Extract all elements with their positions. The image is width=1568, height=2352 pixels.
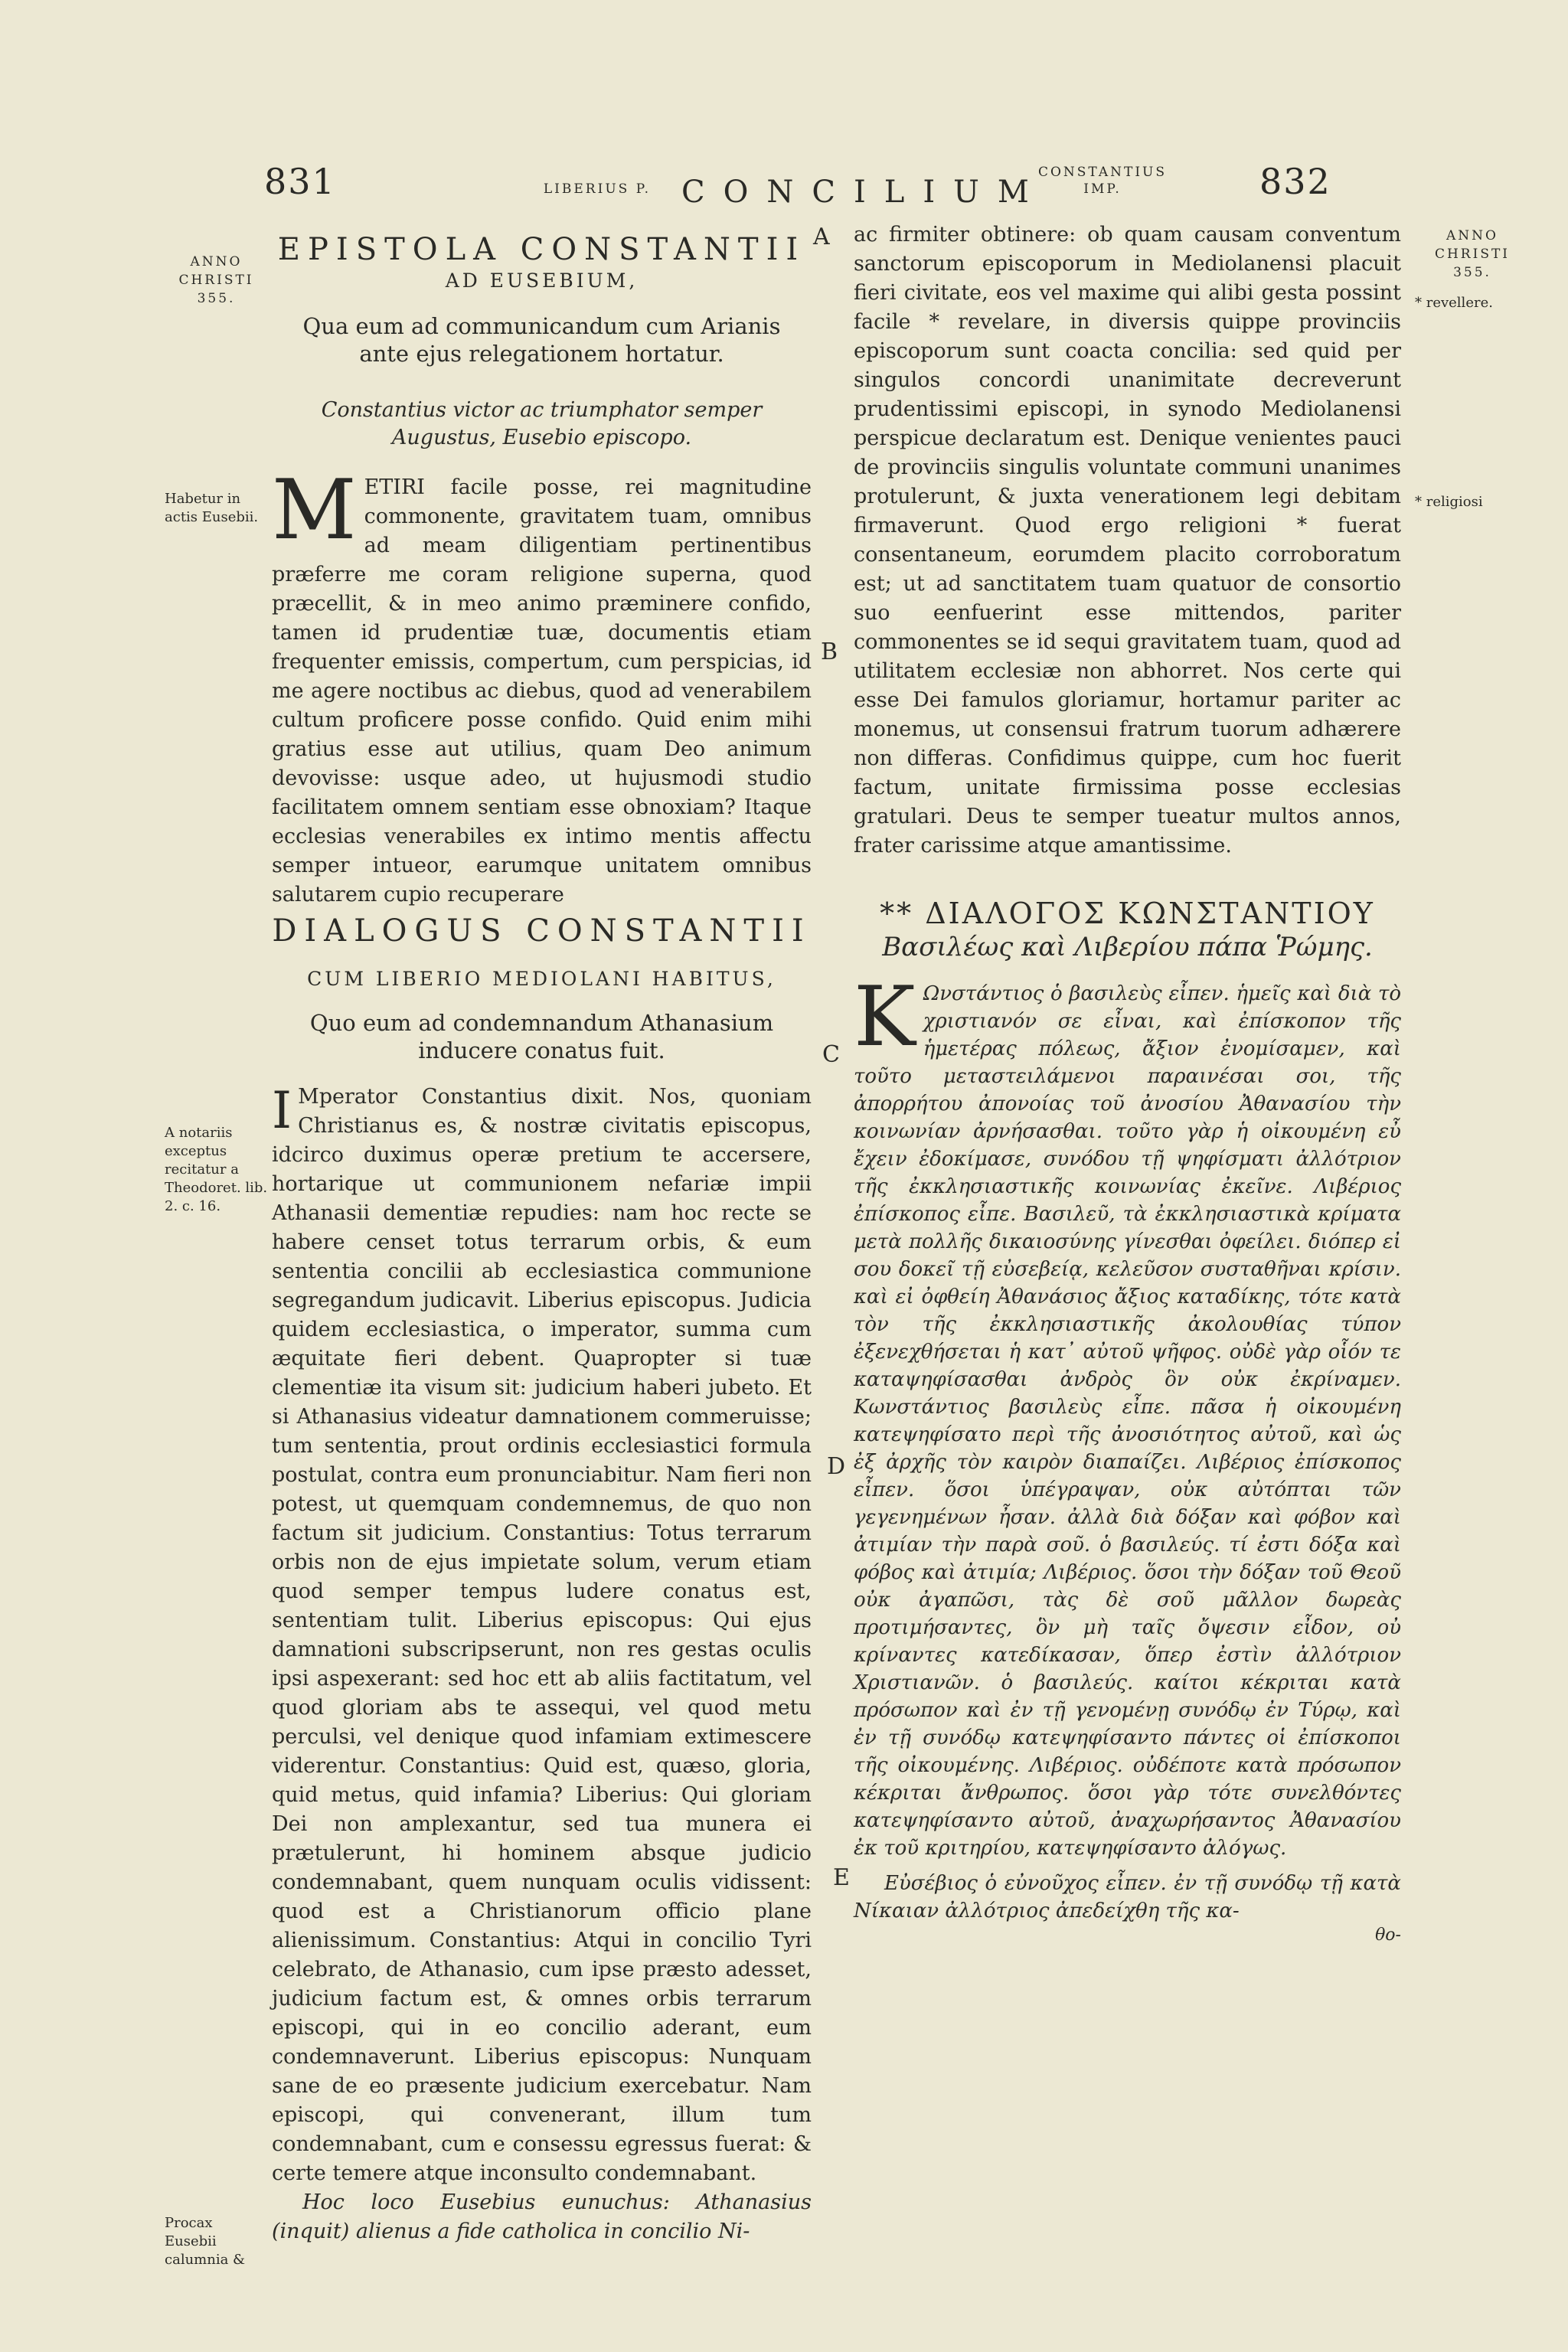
epistola-summary: Qua eum ad communicandum cum Arianis ante ejus relegationem hortatur. [302, 313, 781, 367]
epistola-title: EPISTOLA CONSTANTII [277, 232, 806, 267]
greek-title [854, 896, 1401, 931]
section-letter-e: E [833, 1864, 850, 1891]
greek-body [854, 969, 1401, 1862]
dropcap-i: I [272, 1081, 292, 1140]
section-letter-c: C [822, 1041, 840, 1068]
running-head-liberius: LIBERIUS P. [543, 181, 652, 197]
margin-anno-christi-left: ANNO CHRISTI 355. [178, 254, 254, 306]
epistola-body-text: ETIRI facile posse, rei magnitudine commonente, gravitatem tuam, omnibus ad meam diligentiam pertinentibus præferre me coram religione superna, quod præcellit, & in meo animo præminere confido, tamen id prudentiæ tuæ, documentis etiam frequenter emissis, compertum, cum perspicias, id me agere noctibus ac diebus, quod ad venerabilem cultum proficere posse confido. Quid enim mihi gratius esse aut utilius, quam Deo animum devovisse: usque adeo, ut hujusmodi studio facilitatem omnem sentiam esse obnoxiam? Itaque ecclesias venerabiles ex intimo mentis affectu semper intueor, earumque unitatem omnibus salutarem cupio recuperare [272, 475, 812, 906]
margin-anno-christi-right: ANNO CHRISTI 355. [1434, 228, 1511, 280]
epistola-block [272, 231, 812, 910]
margin-note-habetur: Habetur in actis Eusebii. [165, 491, 259, 525]
greek-last-paragraph: Εὐσέβιος ὁ εὐνοῦχος εἶπεν. ἐν τῇ συνόδῳ τῇ κατὰ Νίκαιαν ἀλλότριος ἀπεδείχθη τῆς κα- [854, 1872, 1401, 1922]
epistola-subtitle: AD EUSEBIUM, [445, 270, 639, 292]
dialogus-subtitle: CUM LIBERIO MEDIOLANI HABITUS, [307, 968, 776, 990]
dialogus-last-line: Hoc loco Eusebius eunuchus: Athanasius (inquit) alienus a fide catholica in concilio Ni- [272, 2190, 812, 2243]
epistola-continuation [854, 220, 1401, 861]
margin-note-notariis: A notariis exceptus recitatur a Theodoret. lib. 2. c. 16. [165, 1125, 268, 1214]
epistola-body [272, 462, 812, 910]
page-number-right: 832 [1259, 161, 1331, 202]
running-title: CONCILIUM [681, 175, 1047, 210]
greek-title-text: ΔΙΑΛΟΓΟΣ ΚΩΝΣΤΑΝΤΙΟΥ [925, 897, 1375, 930]
greek-dialogue-block [854, 896, 1401, 1946]
dialogus-summary: Quo eum ad condemnandum Athanasium inducere conatus fuit. [309, 1010, 774, 1063]
dropcap-k: K [854, 969, 916, 1065]
margin-note-procax: Procax Eusebii calumnia & [165, 2215, 246, 2268]
section-letter-d: D [827, 1453, 846, 1480]
dialogus-body-text: Mperator Constantius dixit. Nos, quoniam Christianus es, & nostræ civitatis episcopus, idcirco duximus operæ pretium te accersere, hortarique ut communionem nefariæ impii Athanasii dementiæ repudies: nam hoc recte se habere censet totus terrarum orbis, & eum sententia concilii ab ecclesiastica communione segregandum judicavit. Liberius episcopus. Judicia quidem ecclesiastica, o imperator, summa cum æquitate fieri debent. Quapropter si tuæ clementiæ ita visum sit: judicium haberi jubeto. Et si Athanasius videatur damnationem commeruisse; tum sententia, prout ordinis ecclesiastici formula postulat, contra eum pronunciabitur. Nam fieri non potest, ut quemquam condemnemus, de quo non factum sit judicium. Constantius: Totus terrarum orbis non de ejus impietate solum, verum etiam quod semper tempus ludere conatus est, sententiam tulit. Liberius episcopus: Qui ejus damnationi subscripserunt, non res gestas oculis ipsi aspexerant: sed hoc ett ab aliis factitatum, vel quod gloriam abs te assequi, vel quod metu perculsi, vel denique quod infamiam extimescere viderentur. Constantius: Quid est, quæso, gloria, quid metus, quid infamia? Liberius: Qui gloriam Dei non amplexantur, sed tua munera ei prætulerunt, hi hominem absque judicio condemnabant, quem nunquam oculis vidissent: quod est a Christianorum officio plane alienissimum. Constantius: Atqui in concilio Tyri celebrato, de Athanasio, cum ipse præsto adesset, judicium factum est, & omnes orbis terrarum episcopi, qui in eo concilio aderant, eum condemnaverunt. Liberius episcopus: Nunquam sane de eo præsente judicium exercebatur. Nam episcopi, qui convenerant, illum tum condemnabant, cum e consessu egressus fuerat: & certe temere atque inconsulto condemnabant. [272, 1085, 812, 2185]
section-letter-a: A [813, 224, 830, 250]
margin-note-revellere: * revellere. [1415, 295, 1493, 311]
dialogus-body [272, 1083, 812, 2188]
greek-body-text: Ωνστάντιος ὁ βασιλεὺς εἶπεν. ἡμεῖς καὶ διὰ τὸ χριστιανόν σε εἶναι, καὶ ἐπίσκοπον τῆς ἡμετέρας πόλεως, ἄξιον ἐνομίσαμεν, καὶ τοῦτο μεταστειλάμενοι παραινέσαι σοι, τῆς ἀπορρήτου ἀπονοίας τοῦ ἀνοσίου Ἀθανασίου τὴν κοινωνίαν ἀρνήσασθαι. τοῦτο γὰρ ἡ οἰκουμένη εὖ ἔχειν ἐδοκίμασε, συνόδου τῇ ψηφίσματι ἀλλότριον τῆς ἐκκλησιαστικῆς κοινωνίας ἐκεῖνε. Λιβέριος ἐπίσκοπος εἶπε. Βασιλεῦ, τὰ ἐκκλησιαστικὰ κρίματα μετὰ πολλῆς δικαιοσύνης γίνεσθαι ὀφείλει. διόπερ εἰ σου δοκεῖ τῇ εὐσεβείᾳ, κελεῦσον συσταθῆναι κρίσιν. καὶ εἰ ὀφθείη Ἀθανάσιος ἄξιος καταδίκης, τότε κατὰ τὸν τῆς ἐκκλησιαστικῆς ἀκολουθίας τύπον ἐξενεχθήσεται ἡ κατ᾽ αὐτοῦ ψῆφος. οὐδὲ γὰρ οἷόν τε καταψηφίσασθαι ἀνδρὸς ὃν οὐκ ἐκρίναμεν. Κωνστάντιος βασιλεὺς εἶπε. πᾶσα ἡ οἰκουμένη κατεψηφίσατο περὶ τῆς ἀνοσιότητος αὐτοῦ, καὶ ὡς ἐξ ἀρχῆς τὸν καιρὸν διαπαίζει. Λιβέριος ἐπίσκοπος εἶπεν. ὅσοι ὑπέγραψαν, οὐκ αὐτόπται τῶν γεγενημένων ἦσαν. ἀλλὰ διὰ δόξαν καὶ φόβον καὶ ἀτιμίαν τὴν παρὰ σοῦ. ὁ βασιλεύς. τί ἐστι δόξα καὶ φόβος καὶ ἀτιμία; Λιβέριος. ὅσοι τὴν δόξαν τοῦ Θεοῦ οὐκ ἀγαπῶσι, τὰς δὲ σοῦ μᾶλλον δωρεὰς προτιμήσαντες, ὃν μὴ ταῖς ὄψεσιν εἶδον, οὐ κρίναντες κατεδίκασαν, ὅπερ ἐστὶν ἀλλότριον Χριστιανῶν. ὁ βασιλεύς. καίτοι κέκριται κατὰ πρόσωπον καὶ ἐν τῇ γενομένῃ συνόδῳ ἐν Τύρῳ, καὶ ἐν τῇ συνόδῳ κατεψηφίσαντο πάντες οἱ ἐπίσκοποι τῆς οἰκουμένης. Λιβέριος. οὐδέποτε κατὰ πρόσωπον κέκριται ἄνθρωπος. ὅσοι γὰρ τότε συνελθόντες κατεψηφίσαντο αὐτοῦ, ἀναχωρήσαντος Ἀθανασίου ἐκ τοῦ κριτηρίου, κατεψηφίσαντο ἀλόγως. [854, 982, 1401, 1860]
catchword: θο- [1375, 1926, 1401, 1945]
running-head-constantius: CONSTANTIUS IMP. [1037, 165, 1168, 197]
epistola-continuation-text: ac firmiter obtinere: ob quam causam conventum sanctorum episcoporum in Mediolanensi placuit fieri civitate, eos vel maxime qui alibi gesta possint facile * revelare, in diversis quippe provinciis episcoporum sunt coacta concilia: sed quid per singulos concordi unanimitate decreverunt prudentissimi episcopi, in synodo Mediolanensi perspicue declaratum est. Denique venientes pauci de provinciis singulis voluntate communi unanimes protulerunt, & juxta venerationem legi debitam firmaverunt. Quod ergo religioni * fuerat consentaneum, eorumdem placito corroboratum est; ut ad sanctitatem tuam quatuor de consortio suo eenfuerint esse mittendos, pariter commonentes se id sequi gravitatem tuam, quod ad utilitatem ecclesiæ non abhorret. Nos certe qui esse Dei famulos gloriamur, hortamur pariter ac monemus, ut consensui fratrum tuorum adhærere non differas. Confidimus quippe, cum hoc fuerit factum, unitate firmissima posse ecclesias gratulari. Deus te semper tueatur multos annos, frater carissime atque amantissime. [854, 223, 1401, 858]
margin-note-religiosi: * religiosi [1415, 494, 1483, 510]
epistola-address: Constantius victor ac triumphator semper Augustus, Eusebio episcopo. [321, 398, 763, 449]
dropcap-m: M [272, 462, 357, 558]
dialogus-block [272, 913, 812, 2246]
greek-title-marker: ** [880, 897, 926, 930]
dialogus-title: DIALOGUS CONSTANTII [272, 913, 812, 949]
greek-subtitle: Βασιλέως καὶ Λιβερίου πάπα Ῥώμης. [882, 932, 1373, 962]
page-number-left: 831 [264, 161, 336, 202]
section-letter-b: B [821, 639, 838, 665]
